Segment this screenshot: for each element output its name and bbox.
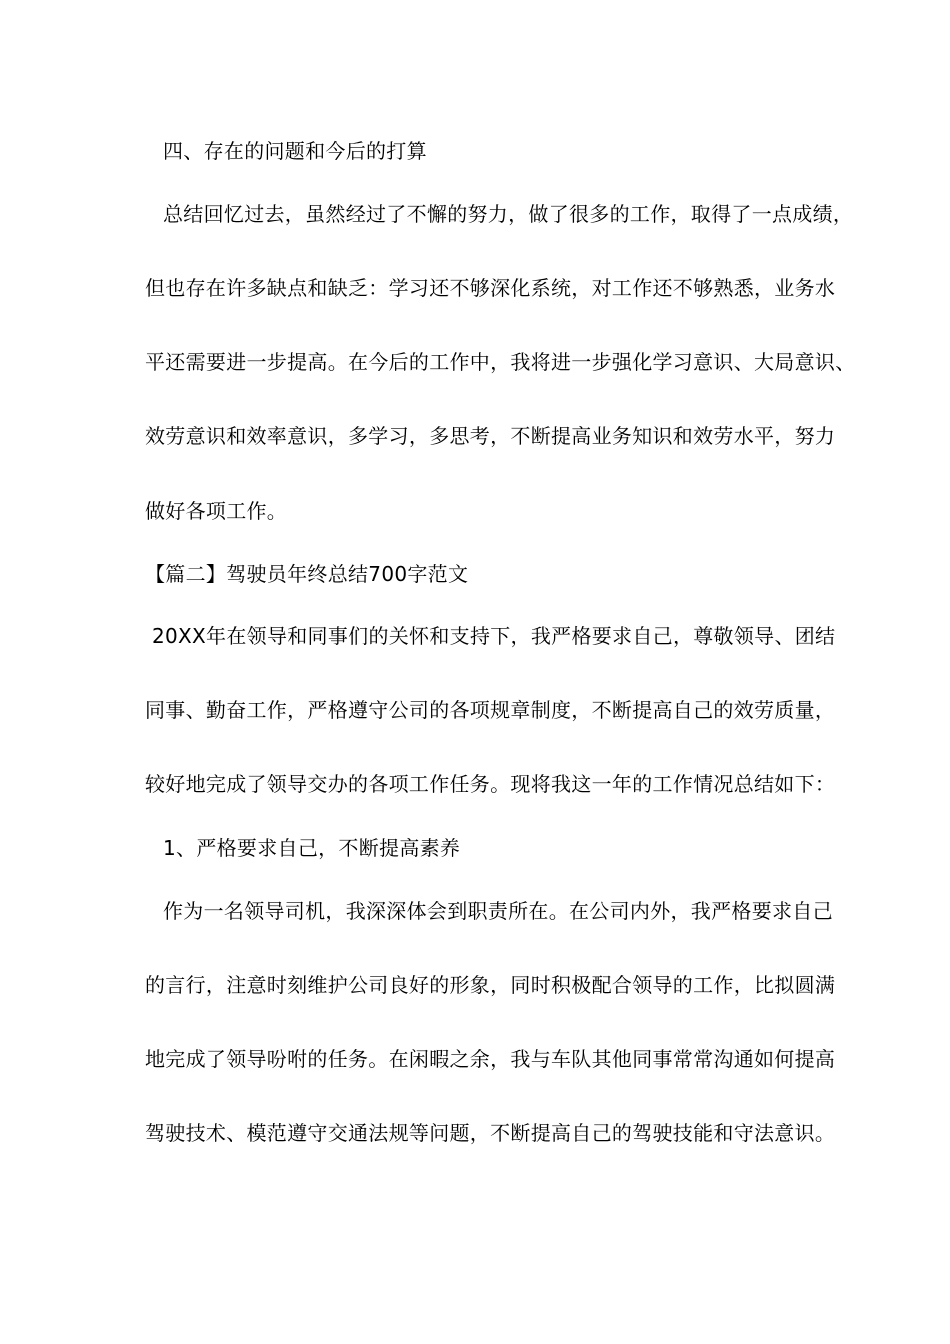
paragraph-line: 驾驶技术、模范遵守交通法规等问题，不断提高自己的驾驶技能和守法意识。 <box>145 1121 836 1145</box>
paragraph-line: 作为一名领导司机，我深深体会到职责所在。在公司内外，我严格要求自己 <box>163 899 833 923</box>
paragraph-line: 较好地完成了领导交办的各项工作任务。现将我这一年的工作情况总结如下： <box>145 772 836 796</box>
paragraph-line: 做好各项工作。 <box>145 499 288 523</box>
paragraph-line: 的言行，注意时刻维护公司良好的形象，同时积极配合领导的工作，比拟圆满 <box>145 973 836 997</box>
paragraph-line: 同事、勤奋工作，严格遵守公司的各项规章制度，不断提高自己的效劳质量， <box>145 698 836 722</box>
paragraph-line: 地完成了领导吩咐的任务。在闲暇之余，我与车队其他同事常常沟通如何提高 <box>145 1047 836 1071</box>
item-heading: 1、严格要求自己，不断提高素养 <box>163 836 461 860</box>
paragraph-line: 但也存在许多缺点和缺乏：学习还不够深化系统，对工作还不够熟悉，业务水 <box>145 276 836 300</box>
part-title: 【篇二】驾驶员年终总结700字范文 <box>145 562 469 586</box>
paragraph-line: 效劳意识和效率意识，多学习，多思考，不断提高业务知识和效劳水平，努力 <box>145 424 836 448</box>
section-heading: 四、存在的问题和今后的打算 <box>163 139 427 163</box>
paragraph-line: 总结回忆过去，虽然经过了不懈的努力，做了很多的工作，取得了一点成绩， <box>163 202 854 226</box>
paragraph-line: 20XX年在领导和同事们的关怀和支持下，我严格要求自己，尊敬领导、团结 <box>152 624 836 648</box>
paragraph-line: 平还需要进一步提高。在今后的工作中，我将进一步强化学习意识、大局意识、 <box>145 350 856 374</box>
